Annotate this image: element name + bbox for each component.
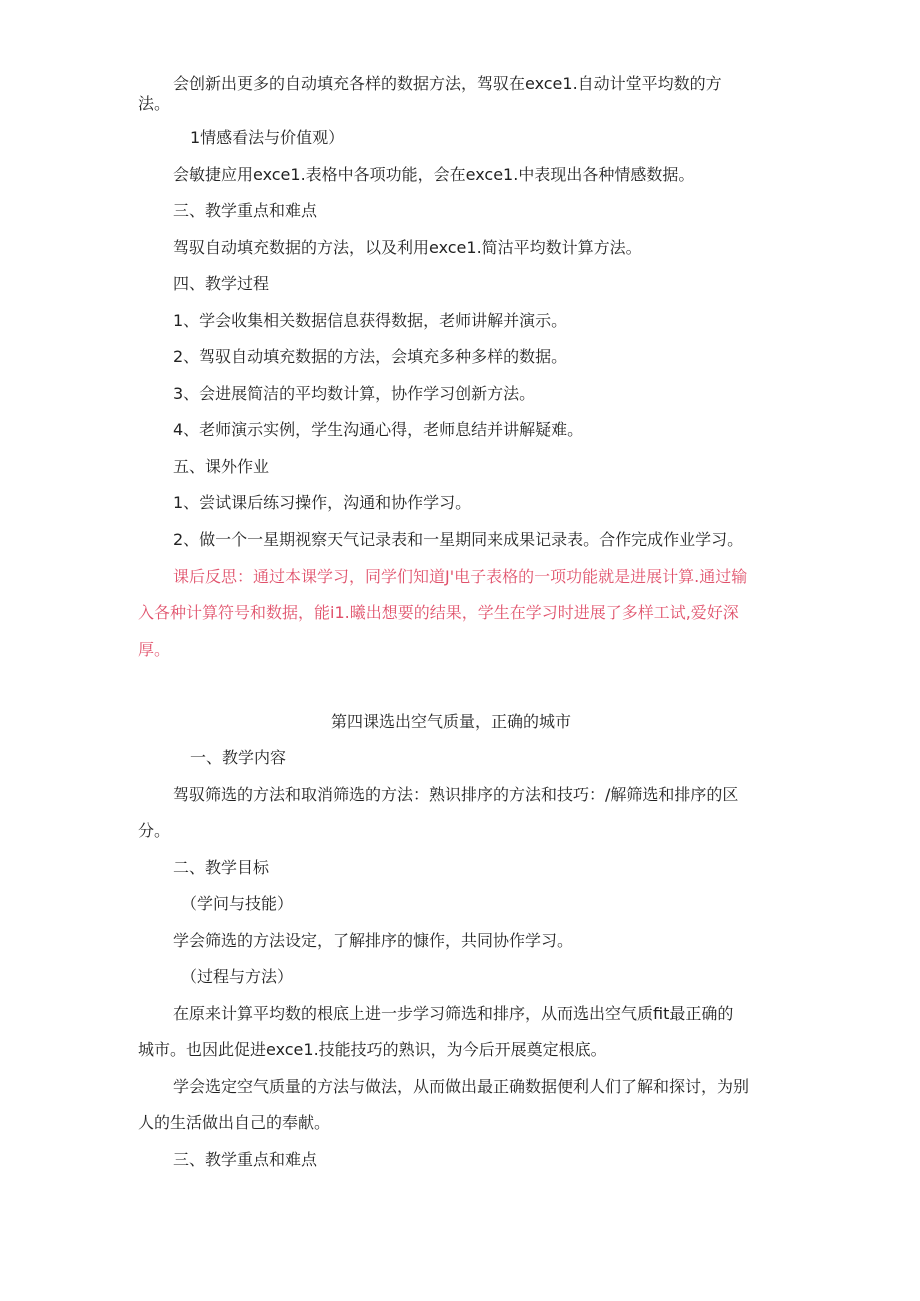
section-heading: 二、教学目标 — [173, 858, 270, 877]
section-subheading: （学问与技能） — [181, 894, 294, 913]
section-heading: 五、课外作业 — [173, 457, 270, 476]
paragraph-line: 分。 — [138, 821, 171, 840]
paragraph-line: 学会筛选的方法设定，了解排序的慷作，共同协作学习。 — [173, 931, 574, 950]
lesson-title: 第四课选出空气质量，正确的城市 — [331, 712, 572, 731]
reflection-line: 课后反思：通过本课学习，同学们知道J'电子表格的一项功能就是进展计算.通过输 — [173, 567, 748, 586]
list-item: 3、会进展简洁的平均数计算，协作学习创新方法。 — [173, 384, 536, 403]
paragraph-line: 法。 — [138, 94, 171, 113]
paragraph-line: 驾驭自动填充数据的方法，以及利用exce1.简沽平均数计算方法。 — [173, 238, 642, 257]
section-heading: 三、教学重点和难点 — [173, 1150, 318, 1169]
list-item: 1、学会收集相关数据信息获得数据，老师讲解并演示。 — [173, 311, 568, 330]
list-item: 4、老师演示实例，学生沟通心得，老师息结并讲解疑难。 — [173, 420, 584, 439]
section-heading: 三、教学重点和难点 — [173, 201, 318, 220]
paragraph-line: 学会选定空气质量的方法与做法，从而做出最正确数据便利人们了解和探讨，为别 — [173, 1077, 750, 1096]
section-subheading: （过程与方法） — [181, 967, 294, 986]
paragraph-line: 会创新出更多的自动填充各样的数据方法，驾驭在exce1.自动计堂平均数的方 — [173, 74, 722, 93]
paragraph-line: 驾驭筛选的方法和取消筛选的方法：熟识排序的方法和技巧：/解筛选和排序的区 — [173, 785, 739, 804]
list-item: 2、驾驭自动填充数据的方法，会填充多种多样的数据。 — [173, 347, 568, 366]
reflection-line: 入各种计算符号和数据，能i1.曦出想要的结果，学生在学习时进展了多样工试,爱好深 — [138, 603, 739, 622]
paragraph-line: 在原来计算平均数的根底上进一步学习筛选和排序，从而选出空气质fit最正确的 — [173, 1004, 734, 1023]
list-item: 1、尝试课后练习操作，沟通和协作学习。 — [173, 493, 472, 512]
paragraph-line: 会敏捷应用exce1.表格中各项功能，会在exce1.中表现出各种情感数据。 — [173, 165, 695, 184]
section-subheading: 1情感看法与价值观） — [190, 128, 345, 147]
reflection-line: 厚。 — [138, 640, 171, 659]
list-item: 2、做一个一星期视察天气记录表和一星期同来成果记录表。合作完成作业学习。 — [173, 530, 744, 549]
paragraph-line: 城市。也因此促进exce1.技能技巧的熟识，为今后开展奠定根底。 — [138, 1040, 607, 1059]
section-heading: 四、教学过程 — [173, 274, 270, 293]
paragraph-line: 人的生活做出自己的奉献。 — [138, 1113, 331, 1132]
section-heading: 一、教学内容 — [190, 748, 287, 767]
